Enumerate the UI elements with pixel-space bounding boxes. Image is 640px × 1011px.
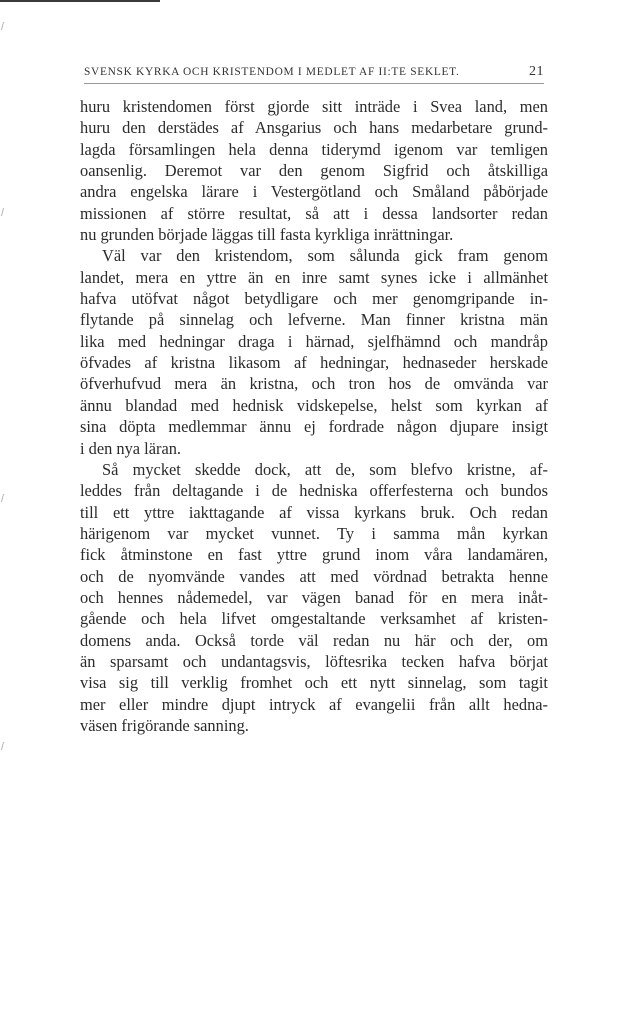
paragraph (80, 459, 548, 736)
text-line: Väl var den kristendom, som sålunda gick fram genom (102, 246, 548, 266)
running-header (84, 64, 544, 80)
text-line: och hennes nådemedel, var vägen banad för en mera inåt- (80, 587, 548, 607)
text-line: hafva utöfvat något betydligare och mer genomgripande in- (80, 289, 548, 309)
text-line: flytande på sinnelag och lefverne. Man finner kristna män (80, 310, 548, 330)
text-line: huru kristendomen först gjorde sitt inträde i Svea land, men (80, 97, 548, 116)
text-line: andra engelska lärare i Vestergötland och Småland påbörjade (80, 182, 548, 202)
scan-margin-mark (1, 22, 7, 30)
text-line: visa sig till verklig fromhet och ett nytt sinnelag, som tagit (80, 673, 548, 693)
text-line: landet, mera en yttre än en inre samt synes icke i allmänhet (80, 267, 548, 287)
text-line: gående och hela lifvet omgestaltande verksamhet af kristen- (80, 609, 548, 629)
text-line: lika med hedningar draga i härnad, sjelfhämnd och mandråp (80, 331, 548, 351)
text-line: leddes från deltagande i de hedniska offerfesterna och bundos (80, 481, 548, 501)
text-line: huru den derstädes af Ansgarius och hans medarbetare grund- (80, 118, 548, 138)
scan-margin-mark (1, 494, 7, 502)
page-number: 21 (529, 64, 544, 79)
text-line: än sparsamt och undantagsvis, löftesrika tecken hafva börjat (80, 651, 548, 671)
paragraph (80, 96, 548, 245)
running-title: SVENSK KYRKA OCH KRISTENDOM I MEDLET AF II:TE SEKLET. (84, 66, 460, 78)
text-line: nu grunden började läggas till fasta kyrkliga inrättningar. (80, 225, 454, 245)
text-line: väsen frigörande sanning. (80, 715, 249, 735)
scan-margin-mark (1, 208, 7, 216)
text-line: mer eller mindre djupt intryck af evangelii från allt hedna- (80, 694, 548, 714)
text-line: fick åtminstone en fast yttre grund inom våra landamären, (80, 545, 548, 565)
body-text (80, 96, 548, 736)
text-line: öfvades af kristna likasom af hedningar, hednaseder herskade (80, 353, 548, 373)
text-line: till ett yttre iakttagande af vissa kyrkans bruk. Och redan (80, 502, 548, 522)
scan-top-rule (0, 0, 160, 2)
text-line: Så mycket skedde dock, att de, som blefvo kristne, af- (102, 459, 548, 479)
text-line: ännu blandad med hednisk vidskepelse, helst som kyrkan af (80, 395, 548, 415)
text-line: lagda församlingen hela denna tiderymd igenom var temligen (80, 139, 548, 159)
text-line: och de nyomvände vandes att med vördnad betrakta henne (80, 566, 548, 586)
paragraph (80, 245, 548, 458)
text-line: öfverhufvud mera än kristna, och tron hos de omvända var (80, 374, 548, 394)
text-line: i den nya läran. (80, 438, 182, 458)
text-line: sina döpta medlemmar ännu ej fordrade någon djupare insigt (80, 417, 548, 437)
text-line: oansenlig. Deremot var den genom Sigfrid och åtskilliga (80, 161, 548, 181)
scan-margin-mark (1, 742, 7, 750)
text-line: domens anda. Också torde väl redan nu här och der, om (80, 630, 548, 650)
text-line: missionen af större resultat, så att i dessa landsorter redan (80, 203, 548, 223)
text-line: härigenom var mycket vunnet. Ty i samma mån kyrkan (80, 523, 548, 543)
header-rule (84, 83, 544, 84)
